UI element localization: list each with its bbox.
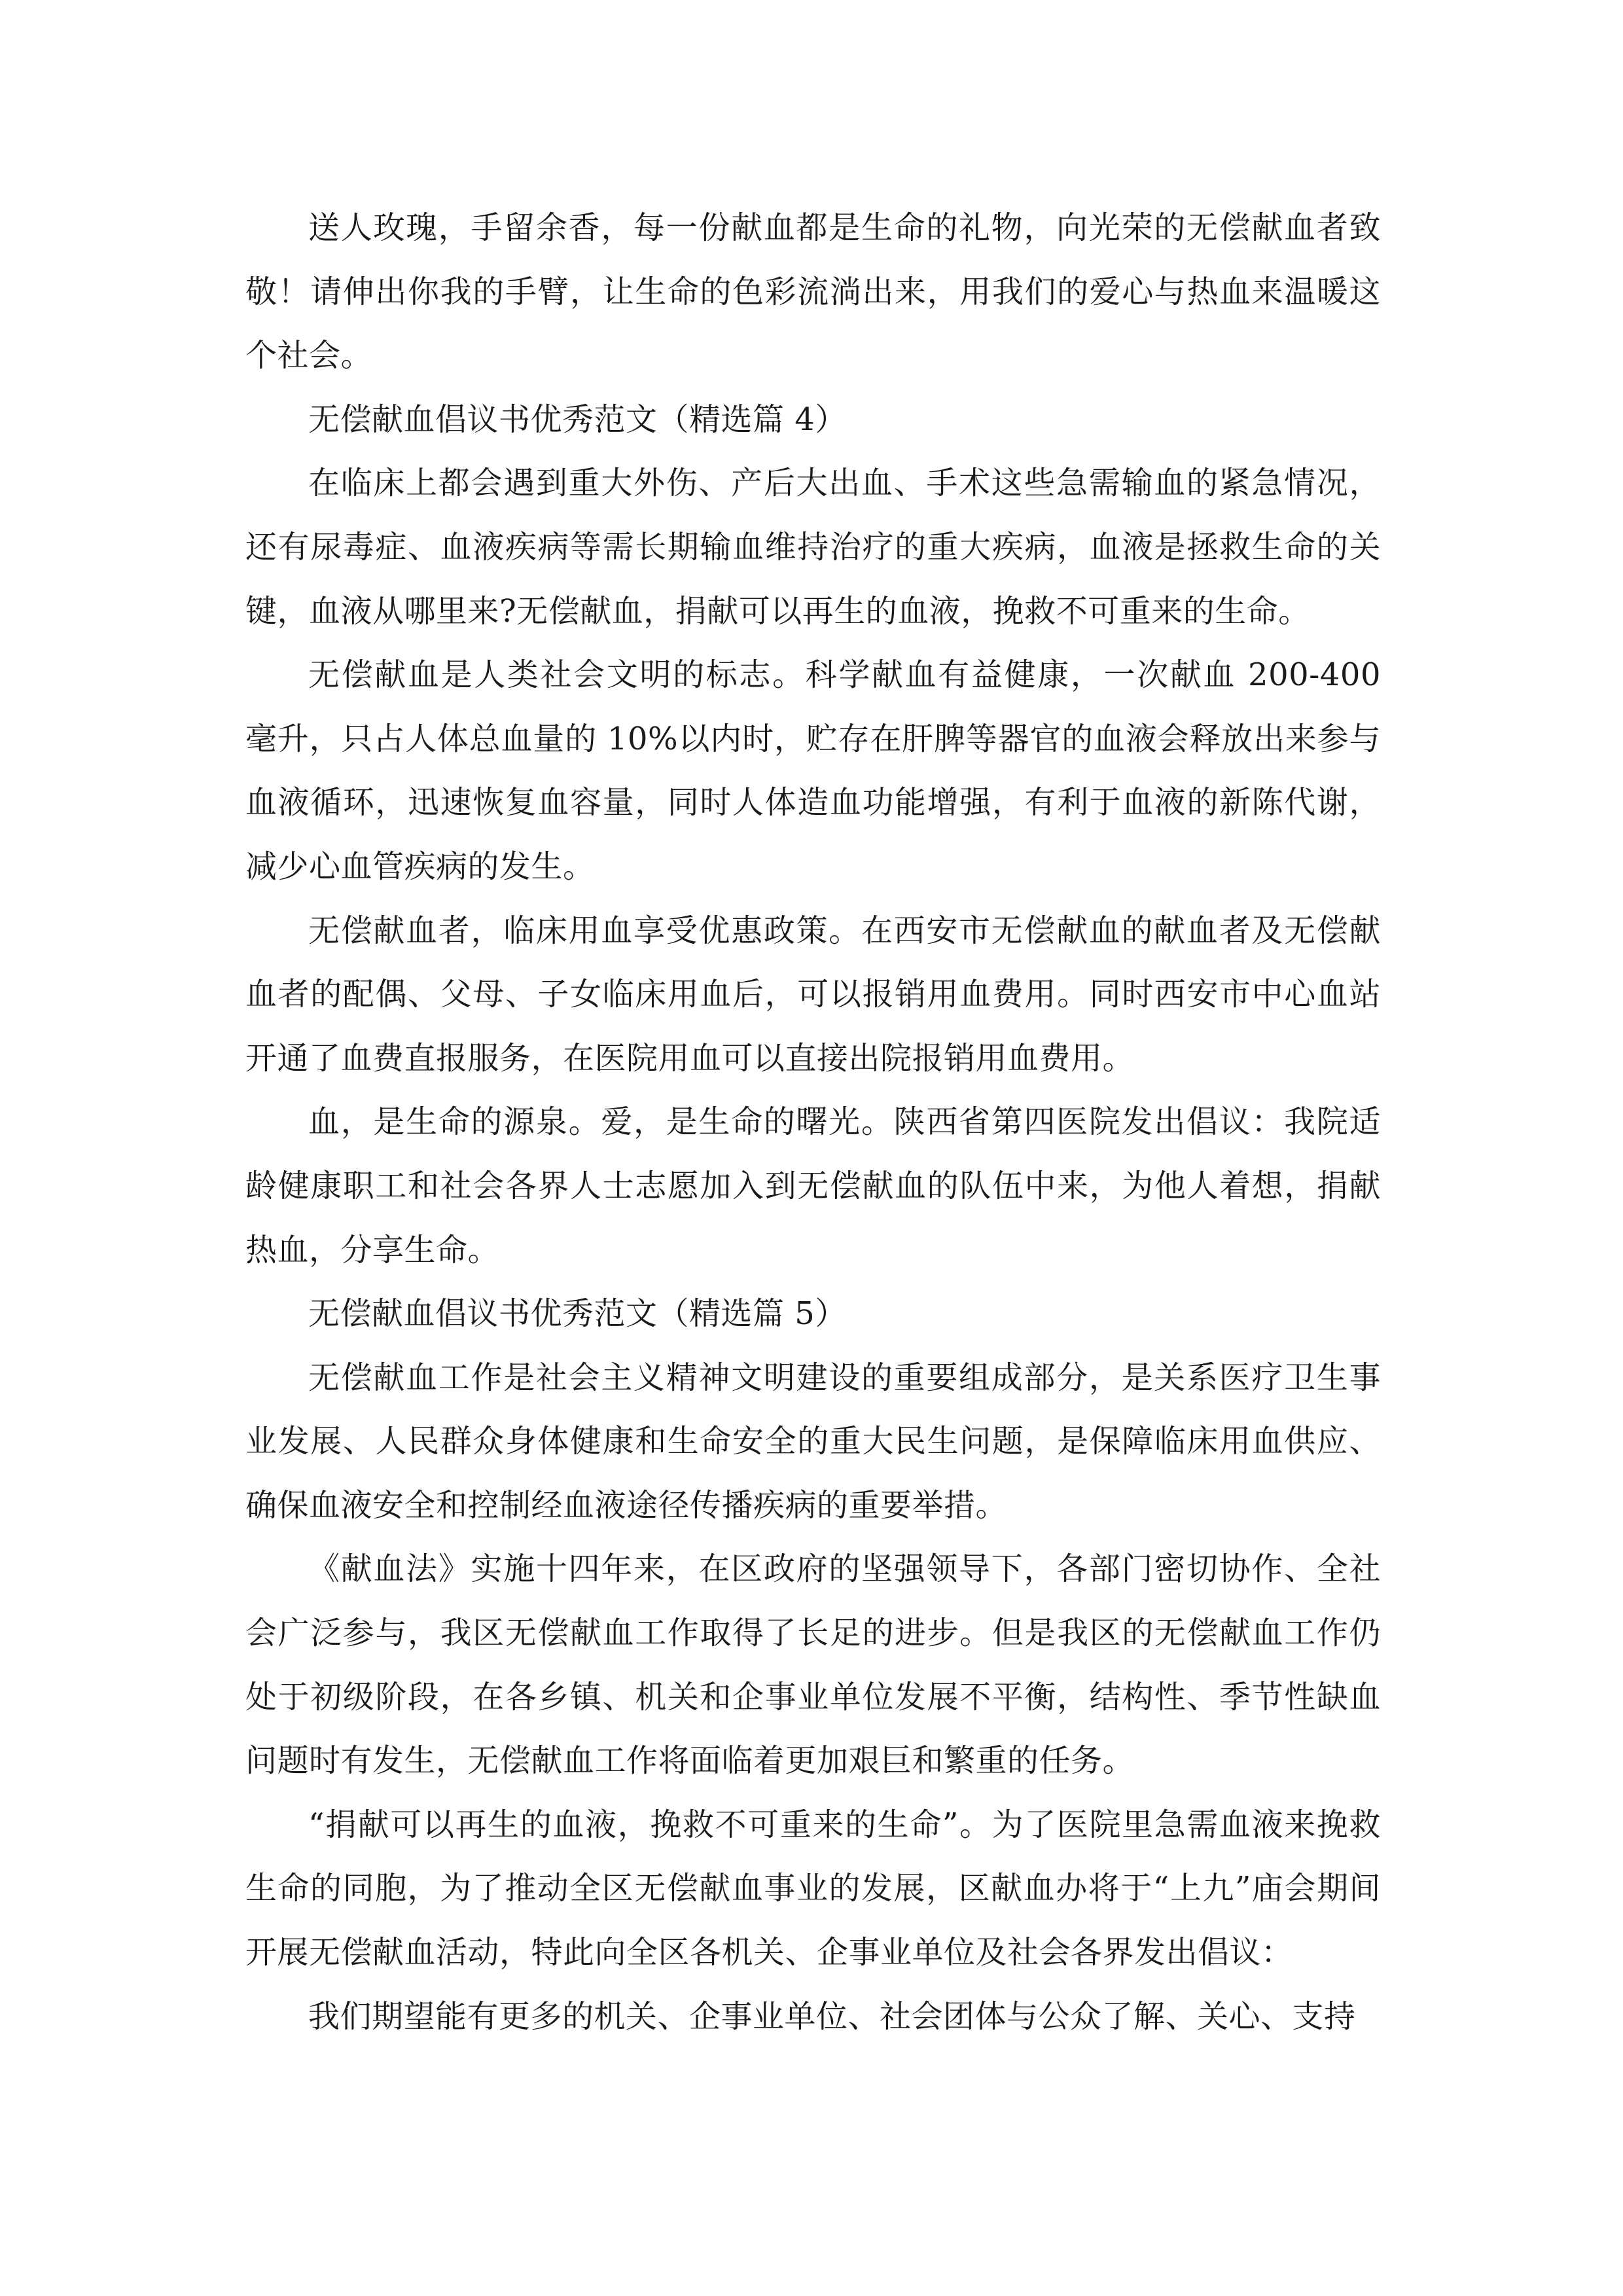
section-heading-4: 无偿献血倡议书优秀范文（精选篇 4）: [308, 401, 847, 438]
paragraph-closing-blessing: 送人玫瑰，手留余香，每一份献血都是生命的礼物，向光荣的无偿献血者致敬！请伸出你我的手臂，让生命的色彩流淌出来，用我们的爱心与热血来温暖这个社会。: [245, 209, 1381, 374]
paragraph-clinical-need: 在临床上都会遇到重大外伤、产后大出血、手术这些急需输血的紧急情况，还有尿毒症、血液疾病等需长期输血维持治疗的重大疾病，血液是拯救生命的关键，血液从哪里来?无偿献血，捐献可以再生的血液，挽救不可重来的生命。: [245, 465, 1381, 630]
paragraph-importance: 无偿献血工作是社会主义精神文明建设的重要组成部分，是关系医疗卫生事业发展、人民群众身体健康和生命安全的重大民生问题，是保障临床用血供应、确保血液安全和控制经血液途径传播疾病的重要举措。: [245, 1359, 1381, 1524]
paragraph-law-progress: 《献血法》实施十四年来，在区政府的坚强领导下，各部门密切协作、全社会广泛参与，我区无偿献血工作取得了长足的进步。但是我区的无偿献血工作仍处于初级阶段，在各乡镇、机关和企事业单位发展不平衡，结构性、季节性缺血问题时有发生，无偿献血工作将面临着更加艰巨和繁重的任务。: [245, 1551, 1381, 1780]
section-heading-5: 无偿献血倡议书优秀范文（精选篇 5）: [308, 1295, 847, 1333]
paragraph-event-proposal: “捐献可以再生的血液，挽救不可重来的生命”。为了医院里急需血液来挽救生命的同胞，为了推动全区无偿献血事业的发展，区献血办将于“上九”庙会期间开展无偿献血活动，特此向全区各机关、企事业单位及社会各界发出倡议：: [245, 1806, 1381, 1971]
paragraph-expectation: 我们期望能有更多的机关、企事业单位、社会团体与公众了解、关心、支持: [308, 1998, 1356, 2035]
paragraph-reimbursement: 无偿献血者，临床用血享受优惠政策。在西安市无偿献血的献血者及无偿献血者的配偶、父母、子女临床用血后，可以报销用血费用。同时西安市中心血站开通了血费直报服务，在医院用血可以直接出院报销用血费用。: [245, 912, 1381, 1077]
document-body: [245, 196, 1381, 2049]
paragraph-hospital-call: 血，是生命的源泉。爱，是生命的曙光。陕西省第四医院发出倡议：我院适龄健康职工和社会各界人士志愿加入到无偿献血的队伍中来，为他人着想，捐献热血，分享生命。: [245, 1103, 1381, 1268]
paragraph-health-benefit: 无偿献血是人类社会文明的标志。科学献血有益健康，一次献血 200-400 毫升，只占人体总血量的 10%以内时，贮存在肝脾等器官的血液会释放出来参与血液循环，迅速恢复血容量，同时人体造血功能增强，有利于血液的新陈代谢，减少心血管疾病的发生。: [245, 656, 1381, 885]
